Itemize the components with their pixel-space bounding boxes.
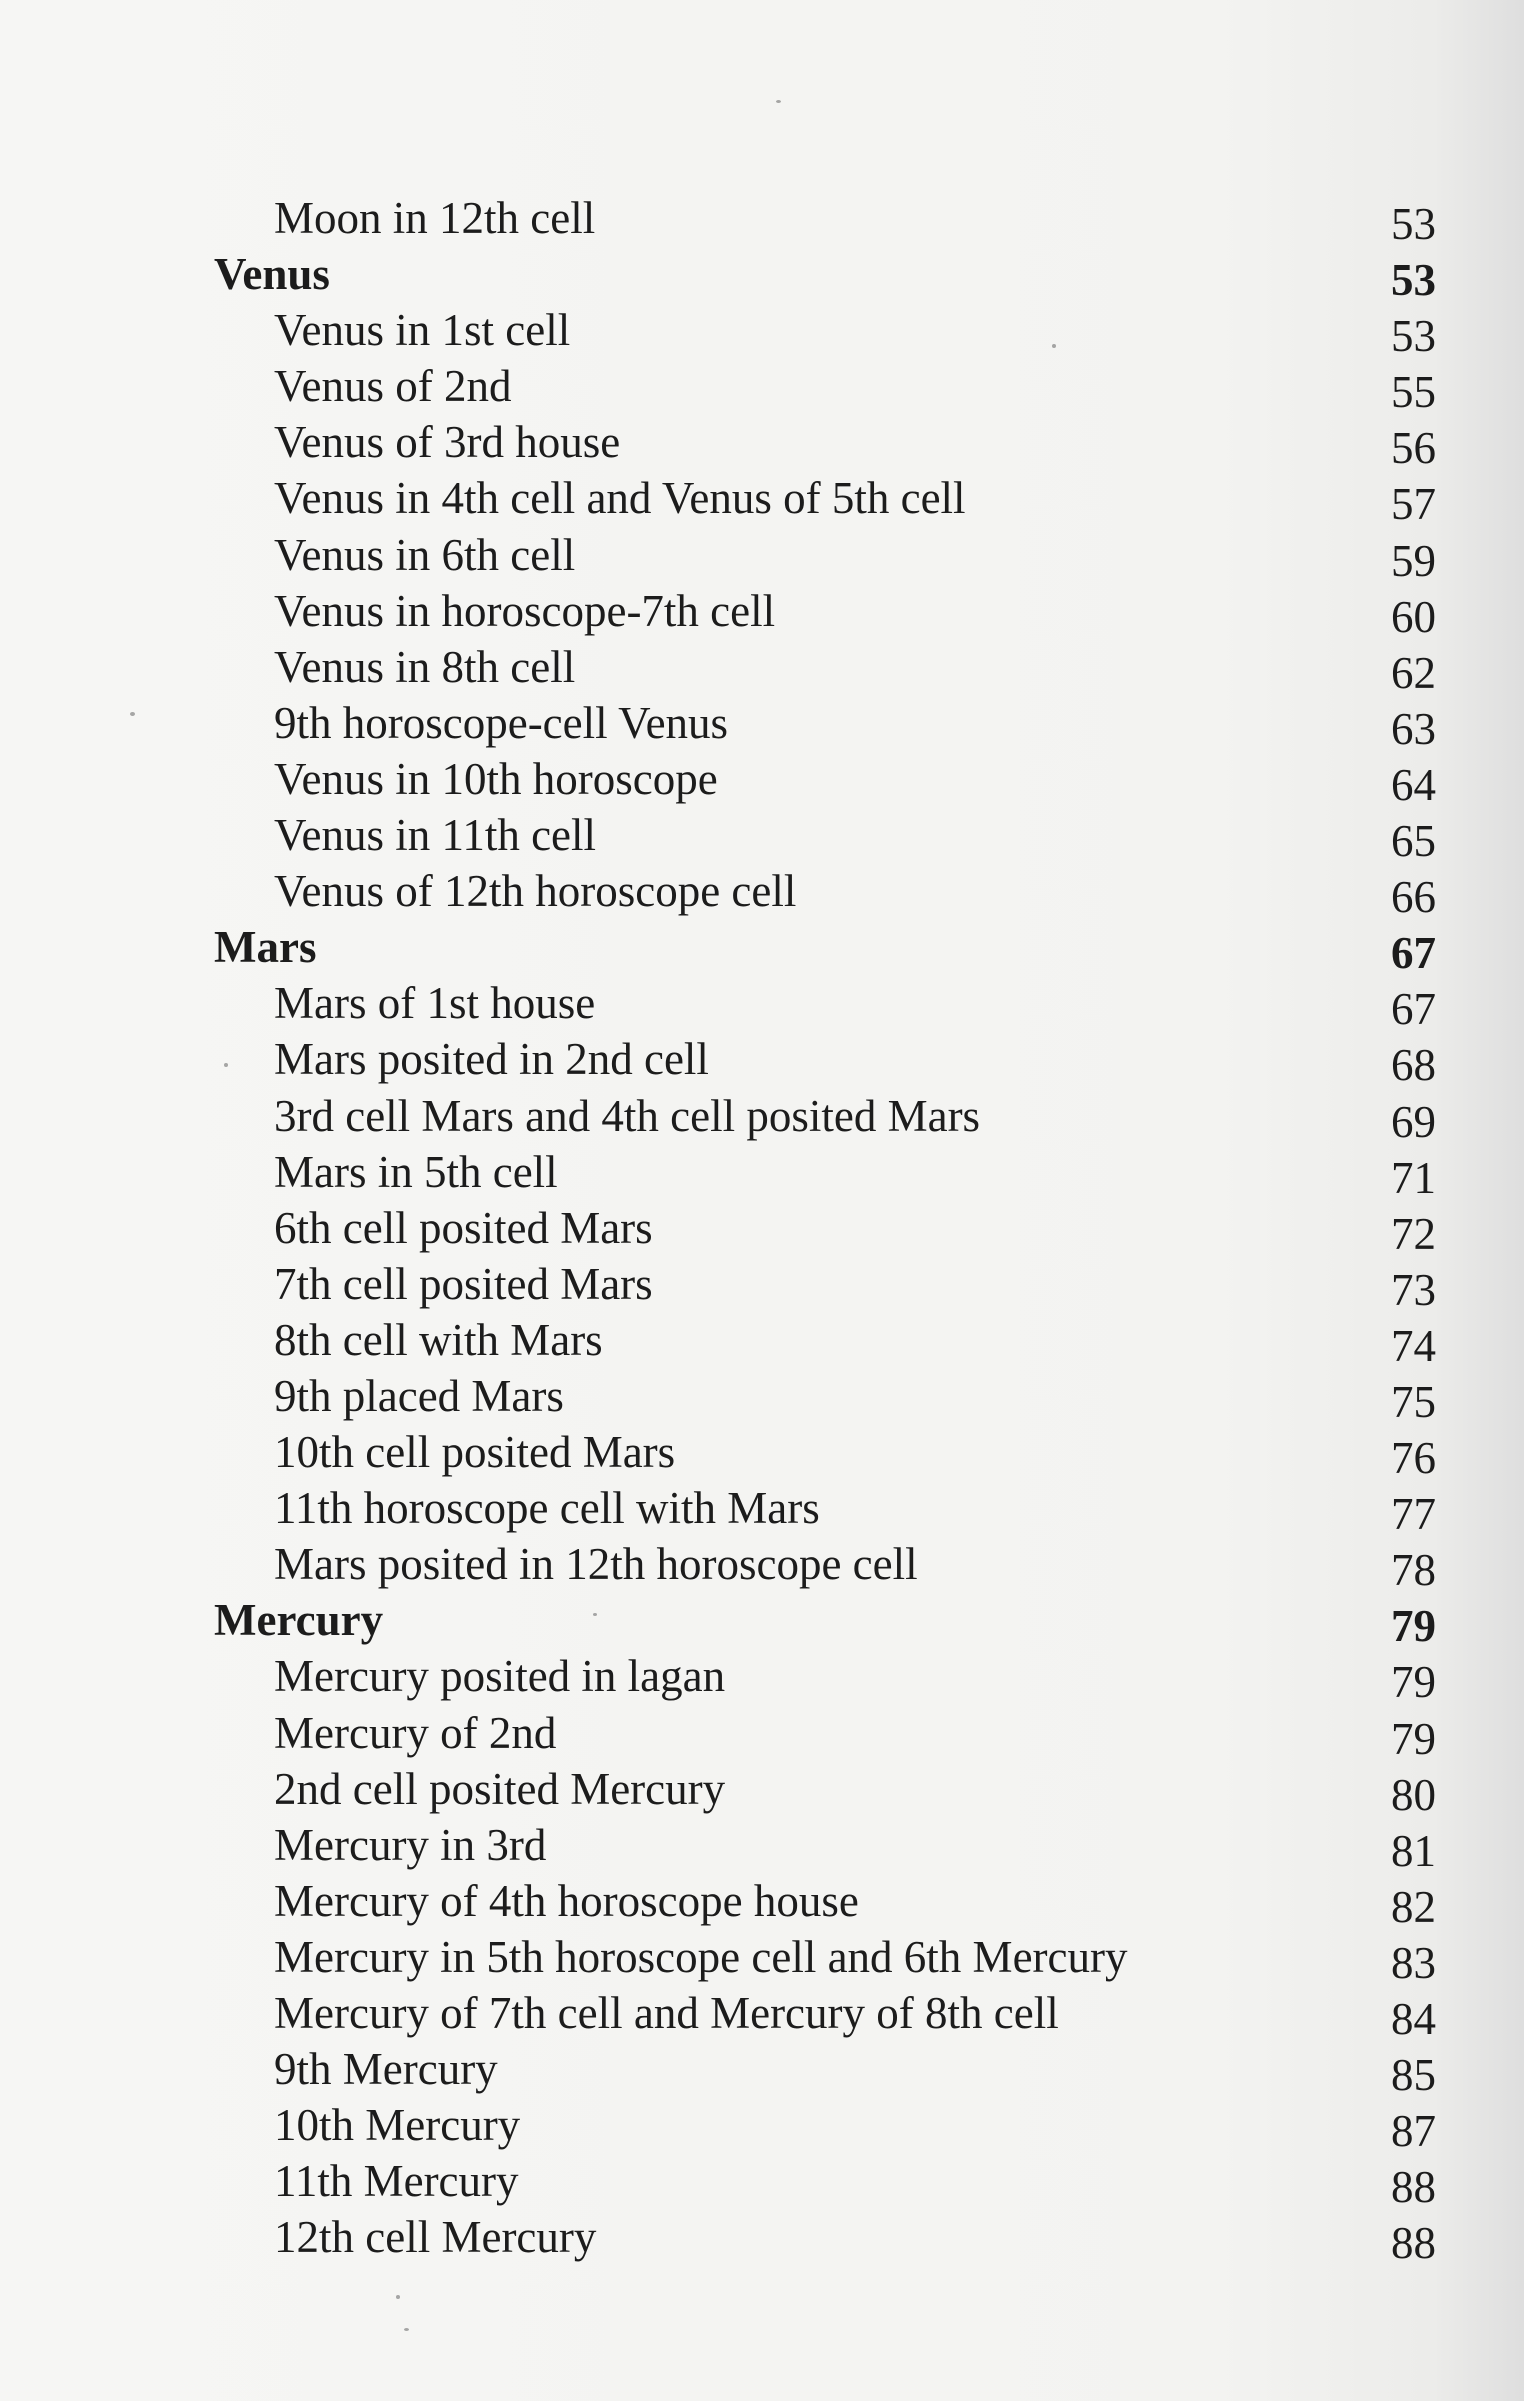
print-speck (593, 1613, 597, 1616)
toc-entry-title: Mercury of 4th horoscope house (274, 1875, 859, 1926)
print-speck (130, 712, 135, 716)
toc-entry (214, 1873, 1436, 1932)
toc-entry (214, 1088, 1436, 1147)
toc-entry-title: Mercury of 7th cell and Mercury of 8th cell (274, 1988, 1059, 2038)
toc-entry (214, 2097, 1436, 2157)
toc-page-number: 80 (1391, 1769, 1436, 1820)
toc-entry-title: Mars of 1st house (274, 978, 596, 1029)
toc-page-number: 56 (1391, 423, 1436, 474)
table-of-contents (214, 190, 1436, 2269)
toc-section-heading (214, 919, 1436, 979)
toc-page-number: 74 (1391, 1320, 1436, 1371)
toc-page-number: 84 (1391, 1994, 1436, 2044)
toc-entry-title: 9th Mercury (274, 2044, 498, 2095)
toc-page-number: 62 (1391, 647, 1436, 698)
toc-entry (214, 2209, 1436, 2269)
print-speck (776, 100, 781, 103)
toc-page-number: 66 (1391, 872, 1436, 923)
toc-entry (214, 1031, 1436, 1091)
toc-entry (214, 583, 1436, 642)
toc-entry-title: 12th cell Mercury (274, 2212, 597, 2263)
toc-entry (214, 1368, 1436, 1427)
toc-page-number: 88 (1391, 2162, 1436, 2213)
toc-page-number: 77 (1391, 1489, 1436, 1540)
toc-page-number: 76 (1391, 1433, 1436, 1484)
toc-page-number: 63 (1391, 703, 1436, 754)
toc-page-number: 69 (1391, 1096, 1436, 1147)
toc-page-number: 83 (1391, 1937, 1436, 1988)
toc-entry (214, 1929, 1436, 1988)
toc-entry-title: Moon in 12th cell (274, 193, 596, 243)
toc-entry (214, 975, 1436, 1035)
toc-entry (214, 190, 1436, 249)
toc-entry-title: 7th cell posited Mars (274, 1258, 653, 1309)
toc-entry-title: Venus in 1st cell (274, 305, 571, 356)
toc-entry-title: Venus in 11th cell (274, 810, 597, 861)
toc-entry (214, 695, 1436, 754)
toc-entry (214, 1480, 1436, 1540)
toc-page-number: 60 (1391, 591, 1436, 642)
toc-entry-title: 10th cell posited Mars (274, 1427, 676, 1478)
print-speck (404, 2328, 409, 2331)
toc-entry-title: Venus in 6th cell (274, 529, 576, 580)
toc-entry-title: Venus of 3rd house (274, 417, 621, 468)
toc-page-number: 57 (1391, 479, 1436, 530)
toc-entry-title: Mars in 5th cell (274, 1146, 558, 1197)
toc-entry-title: 6th cell posited Mars (274, 1202, 653, 1253)
toc-entry (214, 1424, 1436, 1484)
toc-entry-title: 3rd cell Mars and 4th cell posited Mars (274, 1090, 981, 1141)
toc-page-number: 79 (1391, 1713, 1436, 1764)
toc-page-number: 64 (1391, 759, 1436, 810)
toc-entry (214, 2041, 1436, 2101)
toc-page-number: 68 (1391, 1040, 1436, 1091)
toc-entry (214, 470, 1436, 530)
toc-entry (214, 1144, 1436, 1203)
toc-page-number: 53 (1391, 311, 1436, 362)
toc-entry (214, 358, 1436, 418)
print-speck (1052, 344, 1056, 348)
toc-entry-title: 9th horoscope-cell Venus (274, 697, 729, 748)
toc-entry (214, 1817, 1436, 1876)
toc-entry-title: Venus in 10th horoscope (274, 753, 718, 804)
toc-page-number: 75 (1391, 1376, 1436, 1427)
toc-entry (214, 302, 1436, 362)
print-speck (224, 1063, 228, 1067)
toc-page-number: 65 (1391, 816, 1436, 867)
toc-entry-title: Venus of 12th horoscope cell (274, 866, 797, 917)
print-speck (396, 2295, 400, 2299)
toc-entry-title: Mars (214, 922, 317, 973)
toc-page-number: 71 (1391, 1152, 1436, 1203)
toc-entry-title: Mercury posited in lagan (274, 1651, 726, 1702)
toc-entry (214, 527, 1436, 586)
toc-page-number: 53 (1391, 255, 1436, 306)
toc-page-number: 79 (1391, 1601, 1436, 1652)
toc-entry (214, 2153, 1436, 2213)
toc-entry-title: 8th cell with Mars (274, 1314, 603, 1365)
toc-entry (214, 1312, 1436, 1371)
toc-page-number: 67 (1391, 984, 1436, 1035)
toc-entry (214, 414, 1436, 474)
toc-page-number: 81 (1391, 1825, 1436, 1876)
toc-entry (214, 1536, 1436, 1596)
toc-entry-title: Venus in 8th cell (274, 641, 576, 692)
toc-page-number: 53 (1391, 199, 1436, 249)
toc-page-number: 72 (1391, 1208, 1436, 1259)
toc-entry (214, 639, 1436, 698)
toc-page-number: 59 (1391, 535, 1436, 586)
toc-page-number: 73 (1391, 1264, 1436, 1315)
toc-page-number: 55 (1391, 367, 1436, 418)
toc-entry-title: Mars posited in 2nd cell (274, 1034, 709, 1085)
toc-entry-title: Venus in 4th cell and Venus of 5th cell (274, 473, 966, 524)
toc-entry-title: 11th horoscope cell with Mars (274, 1483, 820, 1534)
toc-entry (214, 751, 1436, 810)
toc-section-heading (214, 1592, 1436, 1652)
toc-section-heading (214, 246, 1436, 306)
toc-entry (214, 1985, 1436, 2044)
toc-entry (214, 1705, 1436, 1764)
toc-page-number: 85 (1391, 2050, 1436, 2101)
toc-entry (214, 1256, 1436, 1315)
toc-page-number: 87 (1391, 2106, 1436, 2157)
toc-entry-title: 11th Mercury (274, 2156, 519, 2207)
toc-page-number: 78 (1391, 1545, 1436, 1596)
toc-entry-title: Mars posited in 12th horoscope cell (274, 1539, 918, 1590)
toc-entry (214, 1648, 1436, 1708)
toc-entry (214, 1761, 1436, 1820)
toc-entry-title: Venus (214, 249, 330, 300)
toc-entry-title: 2nd cell posited Mercury (274, 1763, 726, 1814)
toc-page-number: 79 (1391, 1657, 1436, 1708)
toc-entry-title: Mercury in 3rd (274, 1819, 547, 1870)
toc-page-number: 82 (1391, 1881, 1436, 1932)
toc-entry-title: 9th placed Mars (274, 1370, 564, 1421)
toc-entry-title: Mercury (214, 1595, 384, 1646)
toc-entry-title: Mercury of 2nd (274, 1707, 557, 1758)
toc-page-number: 88 (1391, 2218, 1436, 2269)
toc-page-number: 67 (1391, 928, 1436, 979)
toc-entry-title: Mercury in 5th horoscope cell and 6th Mercury (274, 1931, 1128, 1982)
toc-entry (214, 1200, 1436, 1259)
toc-entry (214, 807, 1436, 867)
toc-entry-title: 10th Mercury (274, 2100, 521, 2151)
toc-entry (214, 863, 1436, 923)
toc-entry-title: Venus in horoscope-7th cell (274, 585, 776, 636)
toc-entry-title: Venus of 2nd (274, 361, 512, 412)
